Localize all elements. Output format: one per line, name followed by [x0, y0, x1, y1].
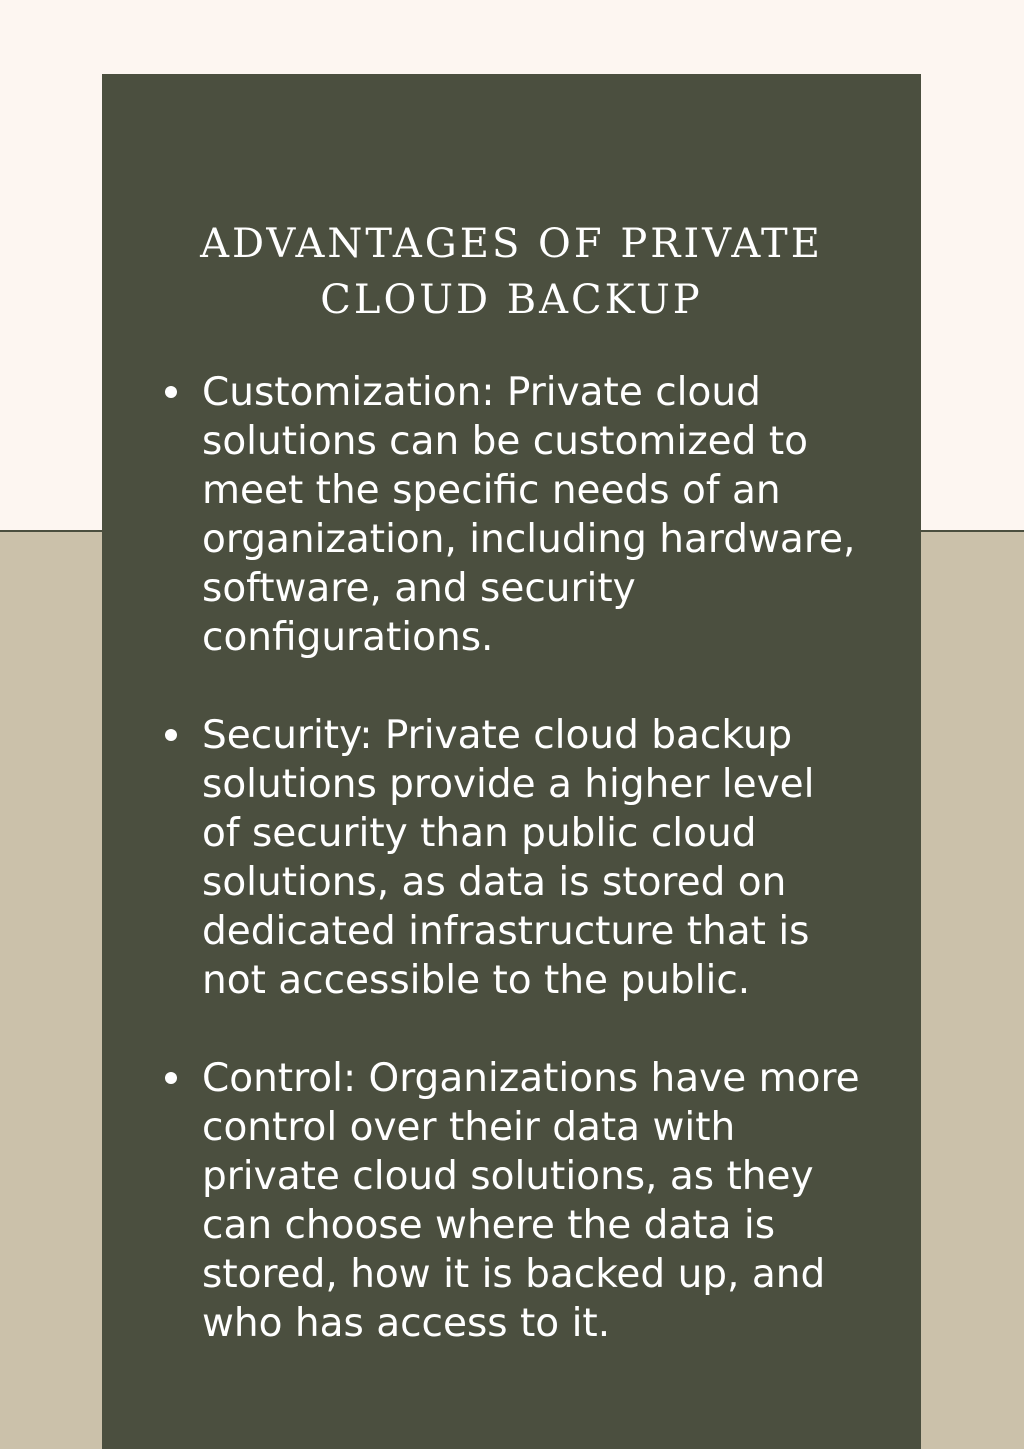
list-item — [202, 1054, 862, 1348]
bullet-icon — [165, 1072, 177, 1084]
list-item-text: Customization: Private cloud solutions can be customized to meet the specific needs of an organization, including hardware, software, and security configurations. — [202, 370, 856, 660]
list-item-text: Control: Organizations have more control over their data with private cloud solutions, as they can choose where the data is stored, how it is backed up, and who has access to it. — [202, 1056, 860, 1346]
advantages-list — [202, 368, 862, 1397]
bullet-icon — [165, 729, 177, 741]
list-item-text: Security: Private cloud backup solutions provide a higher level of security than public cloud solutions, as data is stored on dedicated infrastructure that is not accessible to the public. — [202, 713, 815, 1003]
page-title: ADVANTAGES OF PRIVATE CLOUD BACKUP — [200, 221, 823, 323]
list-item — [202, 711, 862, 1005]
content-card — [102, 74, 921, 1449]
bullet-icon — [165, 386, 177, 398]
list-item — [202, 368, 862, 662]
